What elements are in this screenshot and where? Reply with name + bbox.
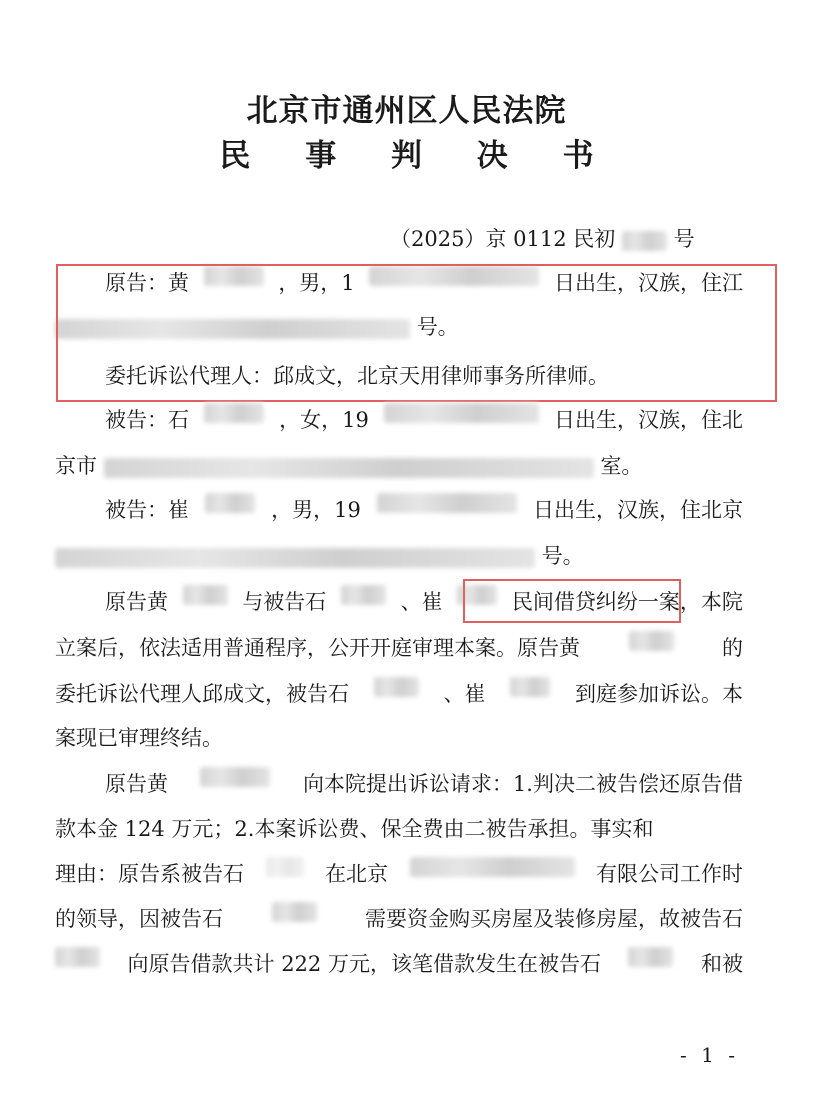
redacted-text — [622, 231, 667, 251]
case-number-suffix: 号 — [673, 227, 695, 251]
para1-text-d: 立案后，依法适用普通程序，公开开庭审理本案。原告黄 — [55, 636, 580, 660]
defendant2-label: 被告：崔 — [105, 498, 189, 522]
defendant2-line-1 — [105, 493, 743, 527]
case-number-prefix: （2025）京 0112 民初 — [390, 227, 616, 251]
redacted-text — [204, 403, 264, 423]
defendant2-address-end: 号。 — [541, 544, 584, 568]
defendant1-gender: ，女，19 — [279, 408, 369, 432]
para1-text-c: 、崔 — [400, 590, 443, 614]
defendant2-gender: ，男，19 — [271, 498, 361, 522]
para1-text-f: 委托诉讼代理人邱成文，被告石 — [55, 682, 349, 706]
highlight-box-parties — [56, 264, 777, 402]
defendant1-address-end: 室。 — [600, 454, 643, 478]
defendant2-line-2 — [55, 539, 584, 573]
redacted-text — [341, 585, 386, 605]
redacted-text — [374, 677, 419, 697]
para2-text-e: 有限公司工作时 — [596, 862, 743, 886]
para1-text-a: 原告黄 — [105, 590, 168, 614]
defendant1-line-2 — [55, 449, 642, 483]
para1-text-b: 与被告石 — [242, 590, 327, 614]
agent-line: 委托诉讼代理人：邱成文，北京天用律师事务所律师。 — [105, 364, 609, 388]
plaintiff-address-end: 号。 — [416, 315, 459, 339]
redacted-text — [55, 548, 535, 568]
para2-line-4 — [55, 902, 743, 936]
para2-line-1 — [105, 767, 743, 801]
redacted-text — [205, 493, 255, 513]
para2-line-2: 款本金 124 万元；2.本案诉讼费、保全费由二被告承担。事实和 — [55, 817, 654, 841]
para1-text-e: 的 — [722, 636, 743, 660]
redacted-text — [629, 631, 674, 651]
redacted-text — [55, 947, 100, 967]
page-number: - 1 - — [680, 1043, 739, 1067]
defendant1-line-1 — [105, 403, 743, 437]
para2-text-b: 向本院提出诉讼请求：1.判决二被告偿还原告借 — [302, 772, 743, 796]
redacted-text — [384, 403, 539, 423]
para1-text-g: 、崔 — [443, 682, 486, 706]
para2-text-i: 和被 — [700, 952, 743, 976]
para1-line-2 — [55, 631, 743, 665]
redacted-text — [410, 857, 575, 877]
defendant1-address-start: 京市 — [55, 454, 97, 478]
redacted-text — [628, 947, 673, 967]
para2-text-a: 原告黄 — [105, 772, 168, 796]
defendant1-label: 被告：石 — [105, 408, 189, 432]
para2-text-c: 理由：原告系被告石 — [55, 862, 244, 886]
para2-text-d: 在北京 — [325, 862, 388, 886]
redacted-text — [104, 458, 594, 478]
redacted-text — [272, 902, 317, 922]
para1-line-4: 案现已审理终结。 — [55, 726, 223, 750]
para2-text-h: 向原告借款共计 222 万元，该笔借款发生在被告石 — [127, 952, 601, 976]
para2-text-g: 需要资金购买房屋及装修房屋，故被告石 — [365, 907, 743, 931]
plaintiff-gender: ，男，1 — [278, 271, 355, 295]
para1-case-cause: 民间借贷纠纷一案，本院 — [511, 590, 743, 614]
defendant2-birth: 日出生，汉族，住北京 — [532, 498, 743, 522]
para2-text-f: 的领导，因被告石 — [55, 907, 223, 931]
para1-line-3 — [55, 677, 743, 711]
plaintiff-birth: 日出生，汉族，住江 — [554, 271, 743, 295]
court-title: 北京市通州区人民法院 — [246, 93, 567, 129]
case-number — [390, 222, 695, 256]
redacted-text — [183, 585, 228, 605]
redacted-text — [266, 857, 304, 877]
redacted-text — [377, 493, 517, 513]
plaintiff-label: 原告：黄 — [105, 271, 189, 295]
para2-line-3 — [55, 857, 743, 891]
highlight-box-case-cause — [463, 579, 681, 623]
para1-text-h: 到庭参加诉讼。本 — [575, 682, 743, 706]
defendant1-birth: 日出生，汉族，住北 — [553, 408, 743, 432]
redacted-text — [510, 677, 550, 697]
para2-line-5 — [55, 947, 743, 981]
redacted-text — [200, 767, 270, 787]
document-type-title: 民 事 判 决 书 — [219, 138, 616, 174]
